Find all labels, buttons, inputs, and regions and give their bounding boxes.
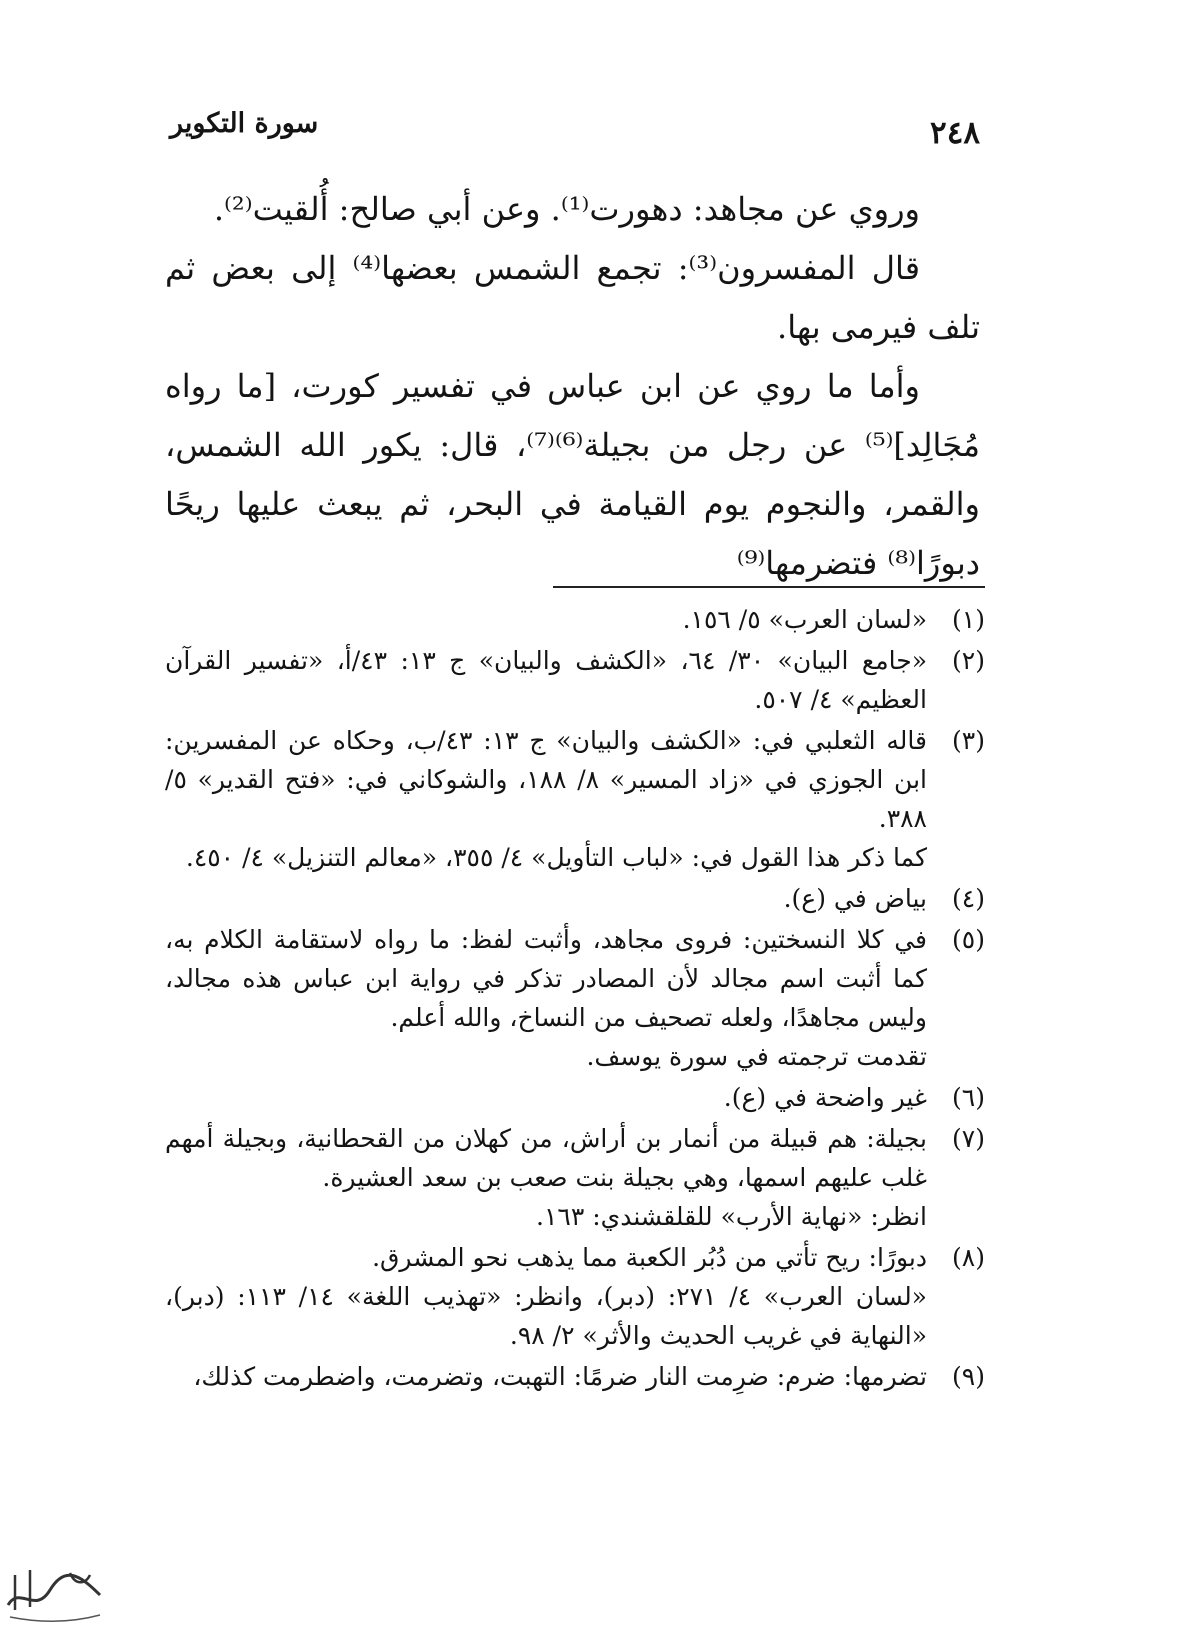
footnote-number: (٦) [952,1083,985,1112]
footnote-separator [553,586,985,588]
footnote-number: (٢) [952,646,985,675]
footnote-line: تضرمها: ضرم: ضرِمت النار ضرمًا: التهبت، وتضرمت، واضطرمت كذلك، [193,1362,927,1391]
footnote-number: (٧) [952,1124,985,1153]
footnote-line: كما ذكر هذا القول في: «لباب التأويل» ٤/ ٣٥٥، «معالم التنزيل» ٤/ ٤٥٠. [185,843,927,872]
footnote-9 [165,1357,985,1396]
footnote-line: «لسان العرب» ٤/ ٢٧١: (دبر)، وانظر: «تهذيب اللغة» ١٤/ ١١٣: (دبر)، «النهاية في غريب الحديث والأثر» ٢/ ٩٨. [165,1282,927,1350]
footnote-number: (٨) [952,1243,985,1272]
footnote-5 [165,920,985,1076]
footnote-body [165,920,927,1076]
footnote-body [165,1357,927,1396]
footnote-6 [165,1078,985,1117]
footnote-line: «لسان العرب» ٥/ ١٥٦. [682,605,927,634]
footnote-body [165,1078,927,1117]
footnote-line: في كلا النسختين: فروى مجاهد، وأثبت لفظ: ما رواه لاستقامة الكلام به، كما أثبت اسم مجالد لأن المصادر تذكر في رواية ابن عباس هذه مجالد، وليس مجاهدًا، ولعله تصحيف من النساخ، والله أعلم. [165,925,927,1032]
footnote-body [165,600,927,639]
footnote-number: (١) [952,605,985,634]
footnote-body [165,1119,927,1236]
footnote-4 [165,879,985,918]
footnote-number: (٩) [952,1362,985,1391]
footnote-number: (٤) [952,884,985,913]
footnote-body [165,879,927,918]
page-number: ٢٤٨ [930,115,980,151]
library-logo [0,1545,110,1635]
footnote-7 [165,1119,985,1236]
footnote-8 [165,1238,985,1355]
main-text [165,180,980,593]
footnote-line: تقدمت ترجمته في سورة يوسف. [586,1042,927,1071]
footnote-number: (٣) [952,726,985,755]
footnote-body [165,1238,927,1355]
footnote-line: انظر: «نهاية الأرب» للقلقشندي: ١٦٣. [536,1202,927,1231]
footnote-line: دبورًا: ريح تأتي من دُبُر الكعبة مما يذهب نحو المشرق. [372,1243,927,1272]
footnotes [165,600,985,1398]
footnote-1 [165,600,985,639]
footnote-line: بياض في (ع). [783,884,927,913]
footnote-line: غير واضحة في (ع). [723,1083,927,1112]
paragraph-2: قال المفسرون⁽³⁾: تجمع الشمس بعضها⁽⁴⁾ إلى بعض ثم تلف فيرمى بها. [165,249,980,346]
footnote-line: «جامع البيان» ٣٠/ ٦٤، «الكشف والبيان» ج ١٣: ٤٣/أ، «تفسير القرآن العظيم» ٤/ ٥٠٧. [165,646,927,714]
footnote-body [165,641,927,719]
footnote-line: بجيلة: هم قبيلة من أنمار بن أراش، من كهلان من القحطانية، وبجيلة أمهم غلب عليهم اسمها، وهي بجيلة بنت صعب بن سعد العشيرة. [165,1124,927,1192]
footnote-line: قاله الثعلبي في: «الكشف والبيان» ج ١٣: ٤٣/ب، وحكاه عن المفسرين: ابن الجوزي في «زاد المسير» ٨/ ١٨٨، والشوكاني في: «فتح القدير» ٥/ ٣٨٨. [165,726,927,833]
footnote-3 [165,721,985,877]
surah-title: سورة التكوير [170,108,319,139]
paragraph-1: وروي عن مجاهد: دهورت⁽¹⁾. وعن أبي صالح: أُلقيت⁽²⁾. [213,190,920,228]
paragraph-3: وأما ما روي عن ابن عباس في تفسير كورت، [ما رواه مُجَالِد]⁽⁵⁾ عن رجل من بجيلة⁽⁶⁾⁽⁷⁾، قال: يكور الله الشمس، والقمر، والنجوم يوم القيامة في البحر، ثم يبعث عليها ريحًا دبورًا⁽⁸⁾ فتضرمها⁽⁹⁾ [165,367,980,582]
footnote-2 [165,641,985,719]
footnote-body [165,721,927,877]
footnote-number: (٥) [952,925,985,954]
